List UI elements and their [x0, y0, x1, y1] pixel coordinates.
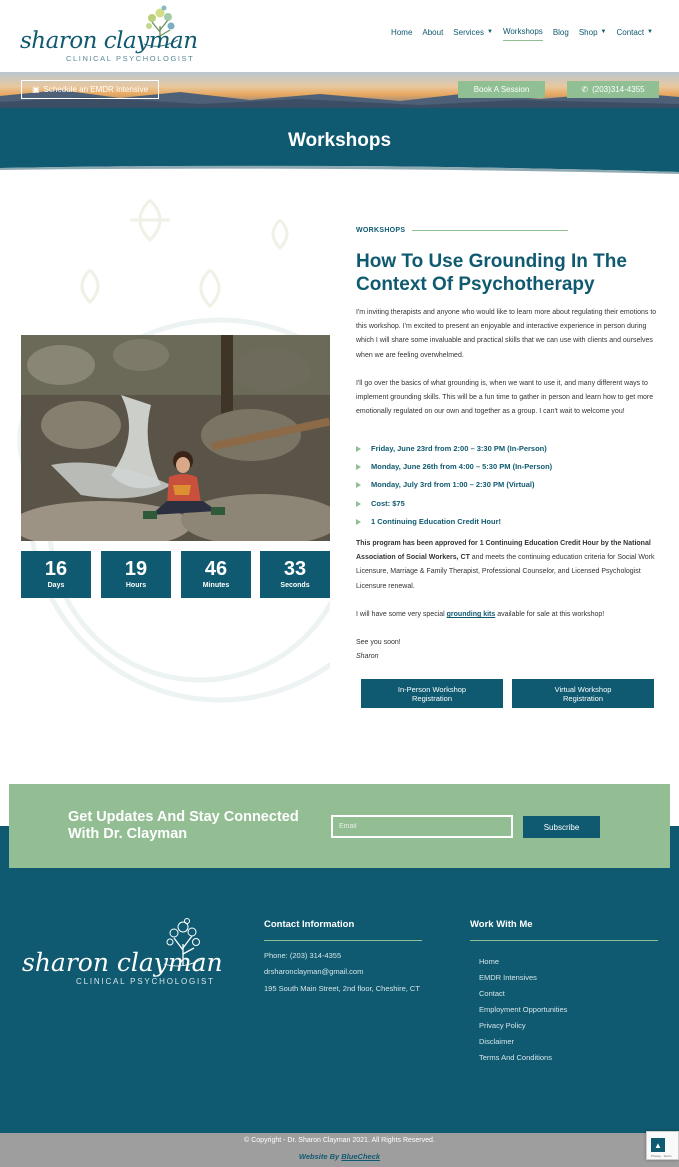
signature-text: Sharon: [356, 653, 379, 660]
footer-phone[interactable]: Phone: (203) 314-4355: [264, 951, 342, 960]
copyright-text: © Copyright - Dr. Sharon Clayman 2021. All Rights Reserved.: [244, 1137, 435, 1144]
signoff-text: See you soon!: [356, 639, 401, 646]
bullet-text: 1 Continuing Education Credit Hour!: [371, 517, 501, 526]
nav-label: Contact: [616, 27, 645, 37]
calendar-icon: ▣: [31, 85, 40, 94]
site-logo[interactable]: [20, 6, 198, 66]
subscribe-button[interactable]: [523, 816, 600, 838]
schedule-emdr-label: Schedule an EMDR Intensive: [43, 85, 149, 94]
work-divider: [470, 940, 658, 941]
chevron-down-icon: ▼: [600, 29, 607, 35]
phone-button[interactable]: [567, 81, 659, 98]
bullet-item: [356, 462, 552, 471]
nav-contact[interactable]: [616, 27, 653, 41]
section-eyebrow: WORKSHOPS: [356, 227, 406, 234]
nav-workshops[interactable]: [503, 27, 543, 41]
nav-label: Blog: [552, 27, 569, 37]
footer-logo-script: sharon clayman: [22, 948, 223, 977]
website-by-label: Website By: [298, 1152, 342, 1161]
triangle-bullet-icon: [356, 446, 361, 452]
logo-script-text: sharon clayman: [20, 28, 198, 54]
main-nav: [391, 27, 653, 41]
waterfall-photo-image: [21, 335, 330, 541]
approval-bold-text: This program has been approved for 1 Continuing Education Credit Hour by the National Association of Social Workers, CT: [356, 540, 651, 562]
footer-email[interactable]: drsharonclayman@gmail.com: [264, 967, 364, 976]
grounding-kits-link[interactable]: grounding kits: [446, 611, 496, 618]
footer-link-home[interactable]: Home: [479, 957, 500, 966]
nav-label: Workshops: [502, 27, 543, 36]
kits-text-start: I will have some very special: [356, 611, 447, 618]
wave-divider: [0, 160, 679, 174]
kits-paragraph: [356, 608, 662, 622]
countdown-number: 16: [44, 558, 68, 580]
schedule-emdr-button[interactable]: [21, 80, 159, 99]
approval-text: and meets the continuing education criteria for Social Work Licensure, Marriage & Family Therapist, Professional Counselor, and Licensed Psychologist Licensure renewal.: [356, 554, 655, 590]
countdown-number: 33: [283, 558, 307, 580]
footer-link-emdr[interactable]: EMDR Intensives: [479, 973, 537, 982]
intro-paragraph: I'm inviting therapists and anyone who would like to learn more about regulating their emotions to this workshop. I'm excited to present an enjoyable and interactive experience in person during which I will share some invaluable and practical skills that we can use with clients and ourselves when we are feeling overwhelmed.: [356, 309, 657, 359]
countdown-hours: [101, 551, 171, 598]
page-title: Workshops: [287, 130, 392, 151]
site-header: [0, 0, 679, 72]
scroll-to-top-icon[interactable]: ▲: [651, 1138, 665, 1152]
footer-link-disclaimer[interactable]: Disclaimer: [479, 1037, 515, 1046]
email-input[interactable]: [331, 815, 513, 838]
triangle-bullet-icon: [356, 482, 361, 488]
footer-link-employment[interactable]: Employment Opportunities: [479, 1005, 568, 1014]
nav-label: About: [422, 27, 444, 37]
contact-heading: Contact Information: [264, 919, 355, 930]
subscribe-label: Subscribe: [543, 822, 580, 832]
bullet-text: Cost: $75: [371, 499, 405, 508]
work-with-me-heading: Work With Me: [470, 919, 533, 930]
countdown-label: Minutes: [202, 582, 230, 589]
inperson-registration-button[interactable]: [361, 679, 503, 708]
footer-address: 195 South Main Street, 2nd floor, Cheshire, CT: [264, 984, 420, 993]
nav-blog[interactable]: [553, 27, 569, 41]
contact-divider: [264, 940, 422, 941]
bullet-text: Monday, June 26th from 4:00 – 5:30 PM (In-Person): [371, 462, 553, 471]
countdown-days: [21, 551, 91, 598]
workshop-title: How To Use Grounding In The Context Of Psychotherapy: [356, 251, 627, 295]
triangle-bullet-icon: [356, 464, 361, 470]
footer-logo-subtitle: CLINICAL PSYCHOLOGIST: [76, 977, 215, 986]
chevron-down-icon: ▼: [647, 29, 653, 35]
bullet-item: [356, 480, 535, 489]
inperson-registration-label: In-Person Workshop Registration: [397, 684, 467, 703]
eyebrow-divider: [412, 230, 568, 231]
workshop-photo: [21, 335, 330, 541]
book-session-label: Book A Session: [473, 85, 530, 94]
approval-paragraph: [356, 537, 662, 594]
countdown-seconds: [260, 551, 330, 598]
countdown-number: 19: [124, 558, 148, 580]
virtual-registration-button[interactable]: [512, 679, 654, 708]
countdown-label: Days: [47, 582, 65, 589]
copyright-bar: [0, 1133, 679, 1167]
newsletter-heading: Get Updates And Stay Connected With Dr. Clayman: [68, 809, 299, 842]
bullet-text: Friday, June 23rd from 2:00 – 3:30 PM (In-Person): [371, 444, 547, 453]
footer-link-terms[interactable]: Terms And Conditions: [479, 1053, 552, 1062]
footer-link-contact[interactable]: Contact: [479, 989, 505, 998]
virtual-registration-label: Virtual Workshop Registration: [554, 684, 612, 703]
nav-shop[interactable]: [579, 27, 607, 41]
bluecheck-link[interactable]: BlueCheck: [341, 1152, 381, 1161]
phone-icon: ✆: [581, 85, 589, 94]
nav-label: Home: [391, 27, 413, 37]
nav-home[interactable]: [391, 27, 412, 41]
page-title-band: [0, 108, 679, 166]
nav-about[interactable]: [422, 27, 443, 41]
countdown-number: 46: [204, 558, 228, 580]
triangle-bullet-icon: [356, 519, 361, 525]
website-by-text: [0, 1152, 679, 1161]
footer-link-privacy[interactable]: Privacy Policy: [479, 1021, 526, 1030]
book-session-button[interactable]: [458, 81, 545, 98]
triangle-bullet-icon: [356, 501, 361, 507]
countdown-minutes: [181, 551, 251, 598]
footer-logo[interactable]: [22, 918, 223, 990]
nav-label: Services: [453, 27, 484, 37]
details-paragraph: I'll go over the basics of what grounding is, when we want to use it, and many different ways to implement grounding skills. This will be a fun time to gather in person and learn how to get more emotionally regulated on our own and together as a group. I can't wait to welcome you!: [356, 380, 654, 416]
bullet-text: Monday, July 3rd from 1:00 – 2:30 PM (Virtual): [371, 480, 535, 489]
newsletter-section: [9, 784, 670, 868]
bullet-item: [356, 444, 547, 453]
countdown-label: Hours: [125, 582, 147, 589]
kits-text-end: available for sale at this workshop!: [495, 611, 605, 618]
phone-label: (203)314-4355: [592, 85, 645, 94]
bullet-item: [356, 499, 405, 508]
recaptcha-terms-text: Privacy - Terms: [651, 1154, 672, 1158]
nav-label: Shop: [578, 27, 598, 37]
nav-services[interactable]: [453, 27, 493, 41]
countdown-label: Seconds: [280, 582, 310, 589]
logo-subtitle: CLINICAL PSYCHOLOGIST: [66, 54, 195, 63]
bullet-item: [356, 517, 501, 526]
chevron-down-icon: ▼: [486, 29, 493, 35]
